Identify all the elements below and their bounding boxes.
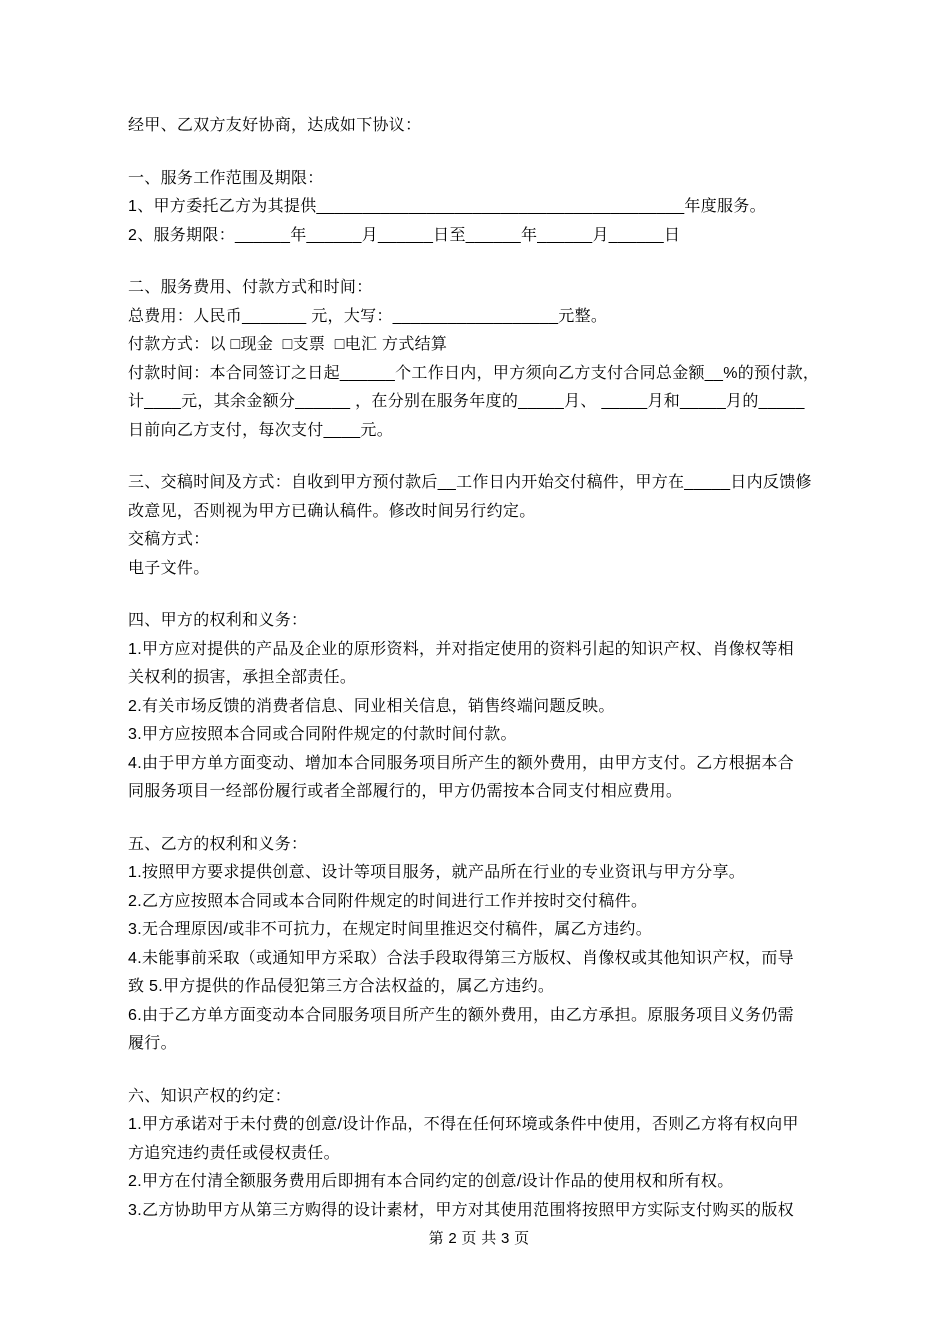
payment-method-suffix: 方式结算 [377, 336, 448, 353]
text-line: 四、甲方的权利和义务： [128, 612, 308, 629]
text-line: 4.由于甲方单方面变动、增加本合同服务项目所产生的额外费用，由甲方支付。乙方根据本合 [128, 754, 794, 772]
text-line: 二、服务费用、付款方式和时间： [128, 279, 373, 296]
payment-method-prefix: 付款方式：以 [128, 336, 231, 353]
intro-line: 经甲、乙双方友好协商，达成如下协议： [128, 117, 422, 134]
text-line: 日前向乙方支付，每次支付____元。 [128, 421, 393, 439]
text-line: 2.乙方应按照本合同或本合同附件规定的时间进行工作并按时交付稿件。 [128, 892, 648, 910]
text-line: 计____元，其余金额分______ ，在分别在服务年度的_____月、 _____月和_____月的_____ [128, 393, 805, 410]
checkbox-cheque-icon: □ [282, 336, 293, 353]
section-6-intellectual-property [128, 1083, 830, 1226]
section-3-delivery-time-and-method [128, 469, 830, 583]
contract-sections [128, 165, 830, 1226]
text-line: 3.无合理原因/或非不可抗力，在规定时间里推迟交付稿件，属乙方违约。 [128, 921, 652, 938]
text-line: 1.甲方应对提供的产品及企业的原形资料，并对指定使用的资料引起的知识产权、肖像权等相 [128, 640, 794, 658]
checkbox-label: 现金 [240, 336, 274, 353]
section-5-party-b-rights-obligations [128, 831, 830, 1059]
text-line: 电子文件。 [128, 559, 210, 577]
section-2-fees-and-payment [128, 274, 830, 445]
text-line: 同服务项目一经部份履行或者全部履行的，甲方仍需按本合同支付相应费用。 [128, 783, 683, 800]
payment-method-line [128, 331, 830, 360]
text-line: 4.未能事前采取（或通知甲方采取）合法手段取得第三方版权、肖像权或其他知识产权，而导 [128, 949, 794, 967]
section-1-service-scope [128, 165, 830, 251]
text-line: 1、甲方委托乙方为其提供________________________________________年度服务。 [128, 198, 766, 215]
text-line: 6.由于乙方单方面变动本合同服务项目所产生的额外费用，由乙方承担。原服务项目义务仍需 [128, 1006, 794, 1024]
text-line: 三、交稿时间及方式：自收到甲方预付款后__工作日内开始交付稿件，甲方在_____日内反馈修 [128, 474, 812, 491]
text-line: 六、知识产权的约定： [128, 1087, 292, 1105]
checkbox-label: 支票 [292, 336, 326, 353]
checkbox-cash-icon: □ [230, 336, 241, 353]
text-line: 交稿方式： [128, 531, 210, 548]
text-line: 1.按照甲方要求提供创意、设计等项目服务，就产品所在行业的专业资讯与甲方分享。 [128, 864, 746, 881]
text-line: 2.有关市场反馈的消费者信息、同业相关信息，销售终端问题反映。 [128, 697, 615, 715]
text-line: 2、服务期限：______年______月______日至______年______月______日 [128, 226, 681, 244]
text-line: 致 5.甲方提供的作品侵犯第三方合法权益的，属乙方违约。 [128, 978, 555, 995]
checkbox-wire-transfer-icon: □ [334, 336, 345, 353]
text-line: 履行。 [128, 1035, 177, 1052]
checkbox-label: 电汇 [344, 336, 378, 353]
text-line: 3.甲方应按照本合同或合同附件规定的付款时间付款。 [128, 726, 517, 743]
text-line: 2.甲方在付清全额服务费用后即拥有本合同约定的创意/设计作品的使用权和所有权。 [128, 1173, 734, 1190]
text-line: 五、乙方的权利和义务： [128, 835, 308, 853]
text-line: 关权利的损害，承担全部责任。 [128, 669, 357, 686]
text-line: 1.甲方承诺对于未付费的创意/设计作品，不得在任何环境或条件中使用，否则乙方将有权向甲 [128, 1116, 799, 1133]
text-line: 改意见，否则视为甲方已确认稿件。修改时间另行约定。 [128, 502, 536, 520]
page-number-footer: 第 2 页 共 3 页 [428, 1230, 530, 1247]
text-line: 付款时间：本合同签订之日起______个工作日内，甲方须向乙方支付合同总金额__%的预付款， [128, 364, 820, 382]
text-line: 方追究违约责任或侵权责任。 [128, 1144, 340, 1162]
section-4-party-a-rights-obligations [128, 607, 830, 807]
text-line: 总费用：人民币_______ 元，大写：__________________元整。 [128, 307, 608, 325]
text-line: 一、服务工作范围及期限： [128, 169, 324, 187]
text-line: 3.乙方协助甲方从第三方购得的设计素材，甲方对其使用范围将按照甲方实际支付购买的版权 [128, 1201, 794, 1219]
